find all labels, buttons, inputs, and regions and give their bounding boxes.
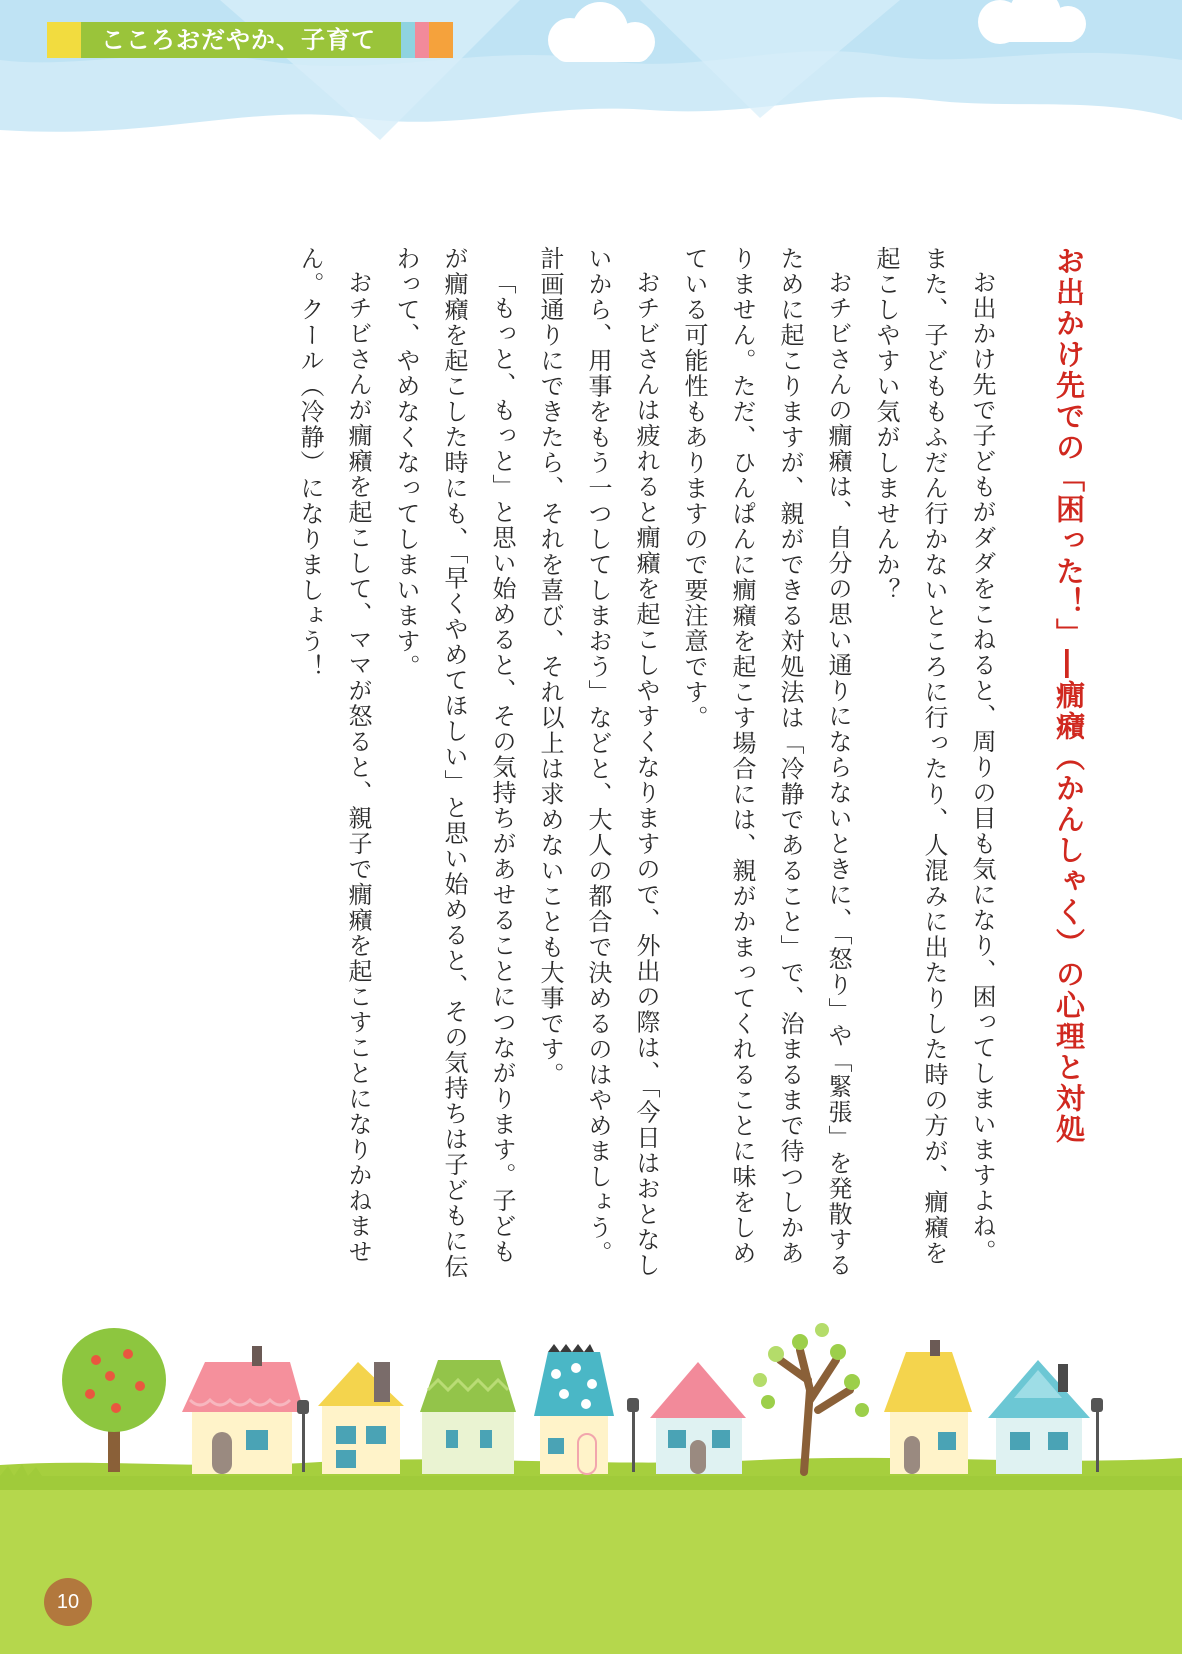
house-icon	[182, 1346, 304, 1474]
tree-icon	[753, 1323, 869, 1472]
house-icon	[534, 1344, 614, 1474]
header-color-pink	[415, 22, 429, 58]
house-icon	[318, 1362, 404, 1474]
cloud-icon	[978, 0, 1086, 44]
street-lamp-icon	[627, 1398, 639, 1472]
paragraph-5: おチビさんが癇癪を起こして、ママが怒ると、親子で癇癪を起こすことになりかねません。クール（冷静）になりましょう！	[296, 246, 372, 1265]
street-lamp-icon	[297, 1400, 309, 1472]
section-title: こころおだやか、子育て	[101, 26, 376, 54]
paragraph-3: おチビさんは疲れると癇癪を起こしやすくなりますので、外出の際は、「今日はおとなしいから、用事をもう一つしてしまおう」などと、大人の都合で決めるのはやめましょう。計画通りにできたら、それを喜び、それ以上は求めないことも大事です。	[536, 246, 660, 1278]
town-illustration	[0, 1290, 1182, 1654]
article	[232, 246, 1092, 1286]
header-color-yellow	[47, 22, 81, 58]
house-icon	[650, 1362, 746, 1474]
article-title: お出かけ先での「困った！」―癇癪（かんしゃく）の心理と対処	[1052, 246, 1086, 1145]
header-color-blue	[401, 22, 415, 58]
house-icon	[420, 1360, 516, 1474]
page-number: 10	[44, 1578, 92, 1626]
house-icon	[884, 1340, 972, 1474]
header-color-orange	[429, 22, 453, 58]
paragraph-2: おチビさんの癇癪は、自分の思い通りにならないときに、「怒り」や「緊張」を発散するために起こりますが、親ができる対処法は「冷静であること」で、治まるまで待つしかありません。ただ、ひんぱんに癇癪を起こす場合には、親がかまってくれることに味をしめている可能性もありますので要注意です。	[680, 246, 852, 1278]
section-header-bar	[47, 22, 453, 58]
house-icon	[988, 1360, 1090, 1474]
paragraph-1: お出かけ先で子どもがダダをこねると、周りの目も気になり、困ってしまいますよね。また、子どももふだん行かないところに行ったり、人混みに出たりした時の方が、癇癪を起こしやすい気がしませんか？	[872, 246, 996, 1266]
apple-tree-icon	[62, 1328, 166, 1472]
paragraph-4: 「もっと、もっと」と思い始めると、その気持ちがあせることにつながります。子どもが癇癪を起こした時にも、「早くやめてほしい」と思い始めると、その気持ちは子どもに伝わって、やめなくなってしまいます。	[392, 246, 516, 1280]
